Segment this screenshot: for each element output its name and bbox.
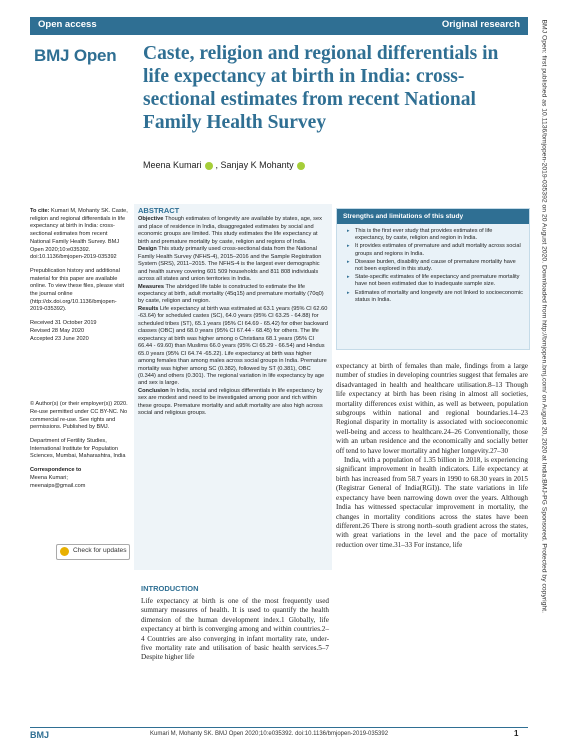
- revised-date: Revised 28 May 2020: [30, 327, 85, 334]
- correspondence-name: Meena Kumari;: [30, 474, 68, 481]
- accepted-date: Accepted 23 June 2020: [30, 335, 89, 342]
- body-paragraph: expectancy at birth of females than male, findings from a large number of studies in developing countries suggest that females are disadvantaged in health and healthcare utilisation.8–13 Though life expectancy at birth has been rising in almost all societies, mortality differences exist within, as well as between, population subgroups within national and regional boundaries.14–23 Regional disparity in mortality is associated with socioeconomic well-being and access to healthcare.24–26 Conventionally, those with an urban residence and the economically and socially better off tend to have lower mortality and higher longevity.27–30: [336, 362, 528, 455]
- orcid-icon[interactable]: [205, 162, 213, 170]
- vertical-download-note: [538, 19, 550, 722]
- cite-text: Kumari M, Mohanty SK. Caste, religion and regional differentials in life expectancy at birth in India: cross-sectional estimates from recent National Family Health Survey. BMJ Open 2020;10:e035392. doi:10.1136/bmjopen-2019-035392: [30, 208, 128, 261]
- cite-label: To cite:: [30, 208, 50, 214]
- correspondence-email[interactable]: meenaips@gmail.com: [30, 482, 86, 489]
- author-name[interactable]: Sanjay K Mohanty: [220, 160, 294, 170]
- list-item: ▸ Estimates of mortality and longevity are not linked to socioeconomic status in India.: [347, 290, 523, 304]
- check-updates-label: Check for updates: [73, 547, 127, 554]
- design-label: Design: [138, 246, 157, 253]
- page-number: 1: [514, 729, 519, 738]
- footer-citation: Kumari M, Mohanty SK. BMJ Open 2020;10:e035392. doi:10.1136/bmjopen-2019-035392: [150, 731, 389, 737]
- conclusion-text: In India, social and religious differentials in life expectancy by sex are modest and need to be investigated among poor and rich within these groups. Premature mortality and adult mortality are also high across social and religious groups.: [138, 387, 323, 417]
- article-type-label: Original research: [441, 19, 520, 30]
- affiliation: Department of Fertility Studies, International Institute for Population Sciences, Mumbai, Maharashtra, India: [30, 438, 126, 460]
- open-access-label: Open access: [38, 19, 97, 30]
- results-text: Life expectancy at birth was estimated at 63.1 years (95% CI 62.60 -63.64) for scheduled castes (SC), 64.0 years (95% CI 63.25 - 64.88) for scheduled tribes (ST), 65.1 years (95% CI 64.69 - 65.42) for other backward classes (OBC) and 68.0 years (95% CI 67.44 - 68.45) for others. The life expectancy at birth was higher among o Christians 68.1 years (95% CI 66.44 - 69.60) than Muslims 66.0 years (95% CI 65.29 - 66.54) and Hindus 65.0 years (95% CI 64.74 -65.22). Life expectancy at birth was higher among females than among males across social groups in India. Premature mortality was higher among SC (0.382), followed by ST (0.381), OBC (0.344) and others (0.301). The regional variation in life expectancy by age and sex is large.: [138, 305, 328, 387]
- orcid-icon[interactable]: [297, 162, 305, 170]
- list-item: ▸ It provides estimates of premature and adult mortality across social groups and regions in India.: [347, 243, 523, 257]
- body-paragraph: India, with a population of 1.35 billion in 2018, is experiencing significant improvement in health indicators. Life expectancy at birth has increased from 58.7 years in 1990 to 68.30 years in 2015 (Registrar General of India(RGI)). The state variations in life expectancy have been narrowing down over the years. Although India has witnessed spectacular improvement in mortality, the changes in mortality conditions across the states have been different.26 There is strong north–south gradient across the states, with great variations in the level and the pace of mortality reduction over time.31–33 For instance, life: [336, 456, 528, 549]
- journal-logo[interactable]: BMJ Open: [34, 46, 117, 65]
- author-list: Meena Kumari , Sanjay K Mohanty: [143, 160, 308, 170]
- conclusion-label: Conclusion: [138, 387, 169, 394]
- objective-label: Objective: [138, 216, 164, 223]
- author-name[interactable]: Meena Kumari: [143, 160, 202, 170]
- copyright-note: © Author(s) (or their employer(s)) 2020. Re-use permitted under CC BY-NC. No commercial re-use. See rights and permissions. Published by BMJ.: [30, 401, 128, 431]
- list-item: ▸ This is the first ever study that provides estimates of life expectancy, by caste, religion and region in India.: [347, 228, 523, 242]
- prepub-note[interactable]: Prepublication history and additional material for this paper are available online. To view these files, please visit the journal online (http://dx.doi.org/10.1136/bmjopen-2019-035392).: [30, 267, 125, 313]
- strengths-list: [347, 228, 523, 304]
- list-item: ▸ Disease burden, disability and cause of premature mortality have not been explored in this study.: [347, 259, 523, 273]
- strengths-heading: Strengths and limitations of this study: [337, 209, 529, 224]
- vertical-note-text[interactable]: BMJ Open: first published as 10.1136/bmjopen-2019-035392 on 20 August 2020. Downloaded from http://bmjopen.bmj.com/ on August 20, 2020 at India:BMJ-PG Sponsored. Protected by copyright.: [540, 19, 548, 613]
- update-icon: [60, 547, 69, 556]
- measures-label: Measures: [138, 283, 165, 290]
- objective-text: Though estimates of longevity are available by states, age, sex and place of residence in India, disaggregated estimates by social and economic groups are limited. This study estimates the life expectancy at birth and premature mortality by caste, religion and regions of India.: [138, 216, 322, 245]
- top-banner: [30, 17, 528, 35]
- received-date: Received 31 October 2019: [30, 320, 97, 327]
- strengths-limitations-box: [336, 208, 530, 350]
- design-text: This study primarily used cross-sectional data from the National Family Health Survey (NFHS-4), 2015–2016 and the Sample Registration System (SRS), 2011–2015. The NFHS-4 is the largest ever demographic and health survey covering 601 509 households and 811 808 individuals across all states and union territories in India.: [138, 246, 322, 283]
- article-title: Caste, religion and regional differentials in life expectancy at birth in India: cross-sectional estimates from recent National Family Health Survey: [143, 43, 499, 133]
- introduction-heading: INTRODUCTION: [141, 584, 199, 593]
- correspondence-label: Correspondence to: [30, 467, 82, 474]
- introduction-text: Life expectancy at birth is one of the most frequently used summary measures of health. It is used to quantify the health dimension of the human development index.1 Globally, life expectancy at birth is converging among and within countries.2–4 Countries are also converging in infant mortality rate, under-five mortality rate and utilisation of basic health services.5–7 Despite higher life: [141, 597, 329, 662]
- abstract-heading: ABSTRACT: [138, 206, 180, 215]
- results-label: Results: [138, 305, 159, 312]
- body-column-right: [336, 362, 528, 550]
- footer-divider: [30, 727, 528, 728]
- list-item: ▸ State-specific estimates of life expectancy and premature mortality have not been estimated due to inadequate sample size.: [347, 274, 523, 288]
- check-for-updates-button[interactable]: [56, 544, 130, 560]
- footer-logo[interactable]: BMJ: [30, 730, 50, 740]
- article-sidebar: [30, 208, 128, 496]
- measures-text: The abridged life table is constructed to estimate the life expectancy at birth, adult mortality (45q15) and premature mortality (70q0) by caste, religion and region.: [138, 283, 324, 305]
- abstract: [138, 207, 329, 418]
